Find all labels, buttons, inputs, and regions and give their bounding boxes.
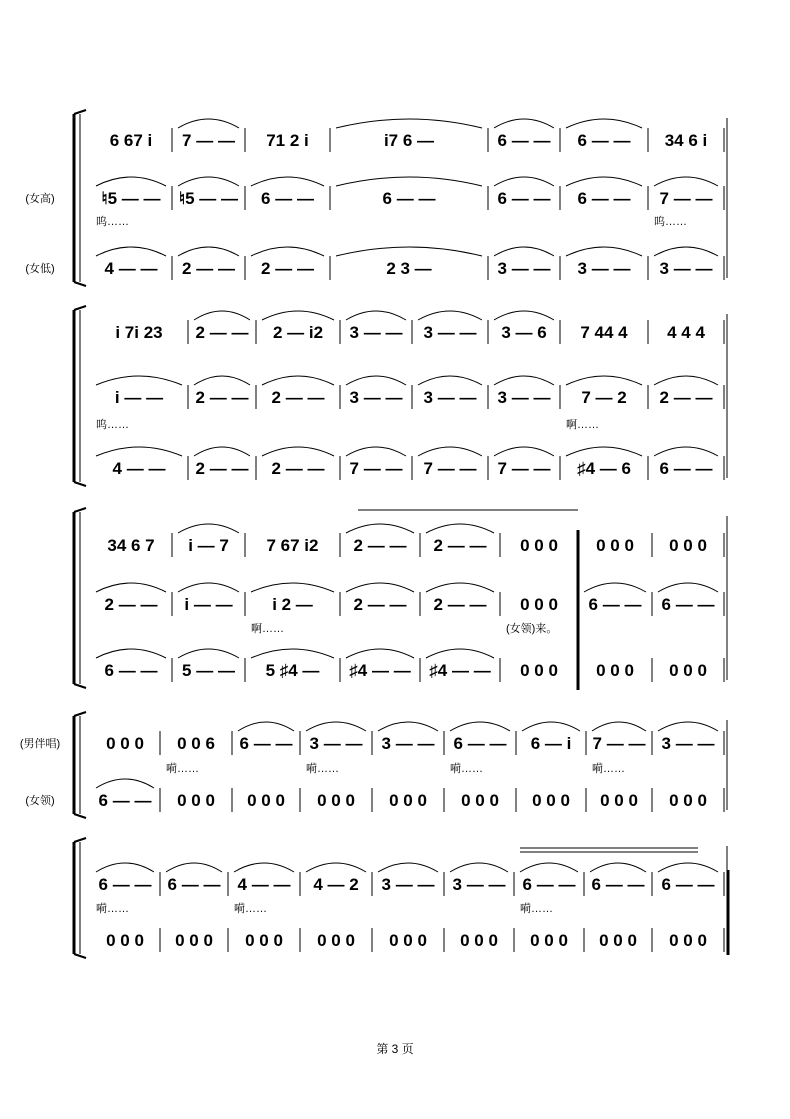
measure-notes: 0 0 0: [669, 931, 707, 950]
slur: [96, 177, 166, 186]
measure-notes: 3 — —: [423, 323, 477, 342]
slur: [346, 583, 414, 592]
slur: [96, 649, 166, 658]
measure-notes: 0 0 0: [460, 931, 498, 950]
measure-notes: 3 — —: [381, 734, 435, 753]
slur: [584, 583, 646, 592]
measure-notes: 2 — —: [271, 388, 325, 407]
slur: [336, 119, 482, 128]
slur: [450, 722, 510, 731]
slur: [418, 311, 482, 320]
measure-notes: 34 6 7: [107, 536, 155, 555]
slur: [590, 863, 646, 872]
slur: [306, 722, 366, 731]
slur: [96, 376, 182, 385]
measure-notes: 0 0 0: [389, 791, 427, 810]
measure-notes: 2 — —: [182, 259, 235, 278]
measure-notes: 2 — —: [433, 595, 487, 614]
voice-label: (女高): [25, 193, 55, 205]
lyric-text: 呜……: [96, 216, 129, 228]
lyric-text: 啊……: [251, 623, 284, 635]
slur: [346, 376, 406, 385]
slur: [494, 311, 554, 320]
slur: [520, 863, 578, 872]
measure-notes: 4 — 2: [313, 875, 359, 894]
slur: [194, 311, 250, 320]
measure-notes: 7 44 4: [580, 323, 628, 342]
measure-notes: i 2 —: [272, 595, 313, 614]
slur: [592, 722, 646, 731]
measure-notes: 0 0 0: [317, 931, 355, 950]
slur: [426, 649, 494, 658]
measure-notes: 6 — —: [588, 595, 642, 614]
slur: [346, 524, 414, 533]
slur: [194, 376, 250, 385]
measure-notes: 5 ♯4 —: [265, 661, 320, 680]
slur: [494, 247, 554, 256]
slur: [178, 119, 239, 128]
bracket-top: [74, 306, 86, 310]
measure-notes: 3 — —: [659, 259, 713, 278]
measure-notes: 0 0 0: [669, 536, 707, 555]
measure-notes: 6 — —: [104, 661, 158, 680]
lyric-text: 嗬……: [592, 763, 625, 775]
measure-notes: 6 — —: [98, 791, 152, 810]
lyric-text: 嗬……: [306, 763, 339, 775]
slur: [658, 863, 718, 872]
measure-notes: 6 — —: [659, 459, 713, 478]
measure-notes: 3 — —: [349, 388, 403, 407]
measure-notes: ♮5 — —: [101, 189, 161, 208]
slur: [566, 119, 642, 128]
measure-notes: 7 — —: [349, 459, 403, 478]
measure-notes: 6 — —: [167, 875, 221, 894]
measure-notes: 2 — —: [353, 595, 407, 614]
measure-notes: 6 — —: [453, 734, 507, 753]
measure-notes: ♯4 — —: [429, 661, 491, 680]
measure-notes: 3 — —: [349, 323, 403, 342]
bracket-top: [74, 110, 86, 114]
measure-notes: 3 — —: [423, 388, 477, 407]
measure-notes: 0 0 0: [600, 791, 638, 810]
bracket-bottom: [74, 814, 86, 818]
slur: [96, 863, 154, 872]
measure-notes: 0 0 0: [520, 595, 558, 614]
measure-notes: 5 — —: [182, 661, 235, 680]
voice-label: (女领): [25, 795, 55, 807]
measure-notes: 3 — —: [497, 259, 551, 278]
measure-notes: 3 — —: [309, 734, 363, 753]
slur: [494, 177, 554, 186]
slur: [251, 177, 324, 186]
measure-notes: 2 — —: [195, 323, 249, 342]
measure-notes: i7 6 —: [383, 131, 435, 150]
measure-notes: i 7i 23: [115, 323, 163, 342]
bracket-bottom: [74, 282, 86, 286]
measure-notes: 6 — —: [591, 875, 645, 894]
bracket-bottom: [74, 482, 86, 486]
lyric-text: 嗬……: [450, 763, 483, 775]
bracket-bottom: [74, 954, 86, 958]
slur: [654, 247, 718, 256]
slur: [96, 447, 182, 456]
slur: [450, 863, 508, 872]
slur: [426, 583, 494, 592]
measure-notes: 6 — —: [577, 189, 631, 208]
slur: [566, 177, 642, 186]
measure-notes: 0 0 0: [461, 791, 499, 810]
measure-notes: 2 — —: [195, 388, 249, 407]
measure-notes: 3 — —: [381, 875, 435, 894]
measure-notes: 6 — —: [261, 189, 314, 208]
measure-notes: 7 — —: [497, 459, 551, 478]
slur: [238, 722, 294, 731]
measure-notes: 3 — —: [577, 259, 631, 278]
slur: [178, 177, 239, 186]
measure-notes: ♯4 — 6: [577, 459, 631, 478]
slur: [336, 177, 482, 186]
measure-notes: 6 67 i: [109, 131, 153, 150]
measure-notes: 3 — —: [452, 875, 506, 894]
measure-notes: 0 0 0: [177, 791, 215, 810]
slur: [251, 247, 324, 256]
slur: [654, 376, 718, 385]
measure-notes: 2 — —: [261, 259, 314, 278]
measure-notes: i — 7: [188, 536, 229, 555]
measure-notes: 4 — —: [237, 875, 291, 894]
slur: [346, 447, 406, 456]
lyric-text: (女领)来。: [506, 623, 558, 635]
measure-notes: 7 67 i2: [266, 536, 319, 555]
lyric-text: 啊……: [566, 419, 599, 431]
slur: [378, 863, 438, 872]
measure-notes: ♮5 — —: [179, 189, 238, 208]
measure-notes: 2 — —: [433, 536, 487, 555]
page-number: 第 3 页: [376, 1042, 414, 1056]
measure-notes: 7 — —: [182, 131, 235, 150]
measure-notes: 0 0 0: [106, 734, 144, 753]
measure-notes: 0 0 0: [530, 931, 568, 950]
lyric-text: 嗬……: [96, 903, 129, 915]
measure-notes: 2 — i2: [272, 323, 324, 342]
measure-notes: 6 — —: [661, 875, 715, 894]
lyric-text: 嗬……: [520, 903, 553, 915]
measure-notes: i — —: [184, 595, 233, 614]
slur: [96, 583, 166, 592]
measure-notes: 0 0 6: [177, 734, 215, 753]
measure-notes: 0 0 0: [245, 931, 283, 950]
slur: [654, 447, 718, 456]
slur: [566, 376, 642, 385]
measure-notes: 0 0 0: [532, 791, 570, 810]
measure-notes: 0 0 0: [175, 931, 213, 950]
slur: [96, 779, 154, 788]
voice-label: (男伴唱): [19, 738, 61, 750]
lyric-text: 呜……: [96, 419, 129, 431]
slur: [566, 247, 642, 256]
bracket-top: [74, 508, 86, 512]
measure-notes: 3 — 6: [501, 323, 547, 342]
measure-notes: 0 0 0: [599, 931, 637, 950]
slur: [178, 649, 239, 658]
measure-notes: i — —: [114, 388, 164, 407]
measure-notes: 0 0 0: [520, 536, 558, 555]
slur: [166, 863, 222, 872]
bracket-bottom: [74, 684, 86, 688]
slur: [306, 863, 366, 872]
measure-notes: 7 — 2: [581, 388, 627, 407]
slur: [194, 447, 250, 456]
measure-notes: 0 0 0: [520, 661, 558, 680]
measure-notes: 0 0 0: [106, 931, 144, 950]
slur: [251, 583, 334, 592]
measure-notes: 0 0 0: [247, 791, 285, 810]
measure-notes: 6 — —: [382, 189, 436, 208]
measure-notes: 7 — —: [592, 734, 646, 753]
lyric-text: 嗬……: [234, 903, 267, 915]
slur: [426, 524, 494, 533]
measure-notes: 4 4 4: [667, 323, 705, 342]
slur: [262, 376, 334, 385]
measure-notes: 0 0 0: [596, 661, 634, 680]
slur: [418, 376, 482, 385]
measure-notes: 2 — —: [104, 595, 158, 614]
measure-notes: 7 — —: [423, 459, 477, 478]
slur: [262, 311, 334, 320]
slur: [346, 649, 414, 658]
measure-notes: 6 — —: [661, 595, 715, 614]
measure-notes: 0 0 0: [596, 536, 634, 555]
measure-notes: 2 3 —: [386, 259, 432, 278]
slur: [658, 722, 718, 731]
measure-notes: 6 — —: [497, 131, 551, 150]
measure-notes: 3 — —: [497, 388, 551, 407]
slur: [566, 447, 642, 456]
slur: [178, 247, 239, 256]
measure-notes: 6 — —: [497, 189, 551, 208]
slur: [96, 247, 166, 256]
measure-notes: 0 0 0: [389, 931, 427, 950]
measure-notes: 3 — —: [661, 734, 715, 753]
slur: [336, 247, 482, 256]
slur: [658, 583, 718, 592]
measure-notes: 0 0 0: [669, 791, 707, 810]
slur: [654, 177, 718, 186]
voice-label: (女低): [25, 263, 55, 275]
lyric-text: 呜……: [654, 216, 687, 228]
measure-notes: 6 — —: [522, 875, 576, 894]
measure-notes: 2 — —: [659, 388, 713, 407]
slur: [346, 311, 406, 320]
bracket-top: [74, 838, 86, 842]
slur: [494, 447, 554, 456]
measure-notes: 0 0 0: [669, 661, 707, 680]
measure-notes: ♯4 — —: [349, 661, 411, 680]
slur: [378, 722, 438, 731]
slur: [178, 524, 239, 533]
slur: [262, 447, 334, 456]
slur: [418, 447, 482, 456]
measure-notes: 2 — —: [353, 536, 407, 555]
measure-notes: 0 0 0: [317, 791, 355, 810]
measure-notes: 2 — —: [195, 459, 249, 478]
slur: [178, 583, 239, 592]
lyric-text: 嗬……: [166, 763, 199, 775]
bracket-top: [74, 712, 86, 716]
measure-notes: 6 — i: [530, 734, 572, 753]
measure-notes: 6 — —: [577, 131, 631, 150]
measure-notes: 34 6 i: [664, 131, 708, 150]
slur: [494, 376, 554, 385]
slur: [522, 722, 580, 731]
measure-notes: 4 — —: [112, 459, 166, 478]
slur: [494, 119, 554, 128]
measure-notes: 6 — —: [239, 734, 293, 753]
measure-notes: 7 — —: [659, 189, 713, 208]
slur: [251, 649, 334, 658]
measure-notes: 71 2 i: [266, 131, 309, 150]
measure-notes: 6 — —: [98, 875, 152, 894]
measure-notes: 4 — —: [104, 259, 158, 278]
measure-notes: 2 — —: [271, 459, 325, 478]
slur: [234, 863, 294, 872]
